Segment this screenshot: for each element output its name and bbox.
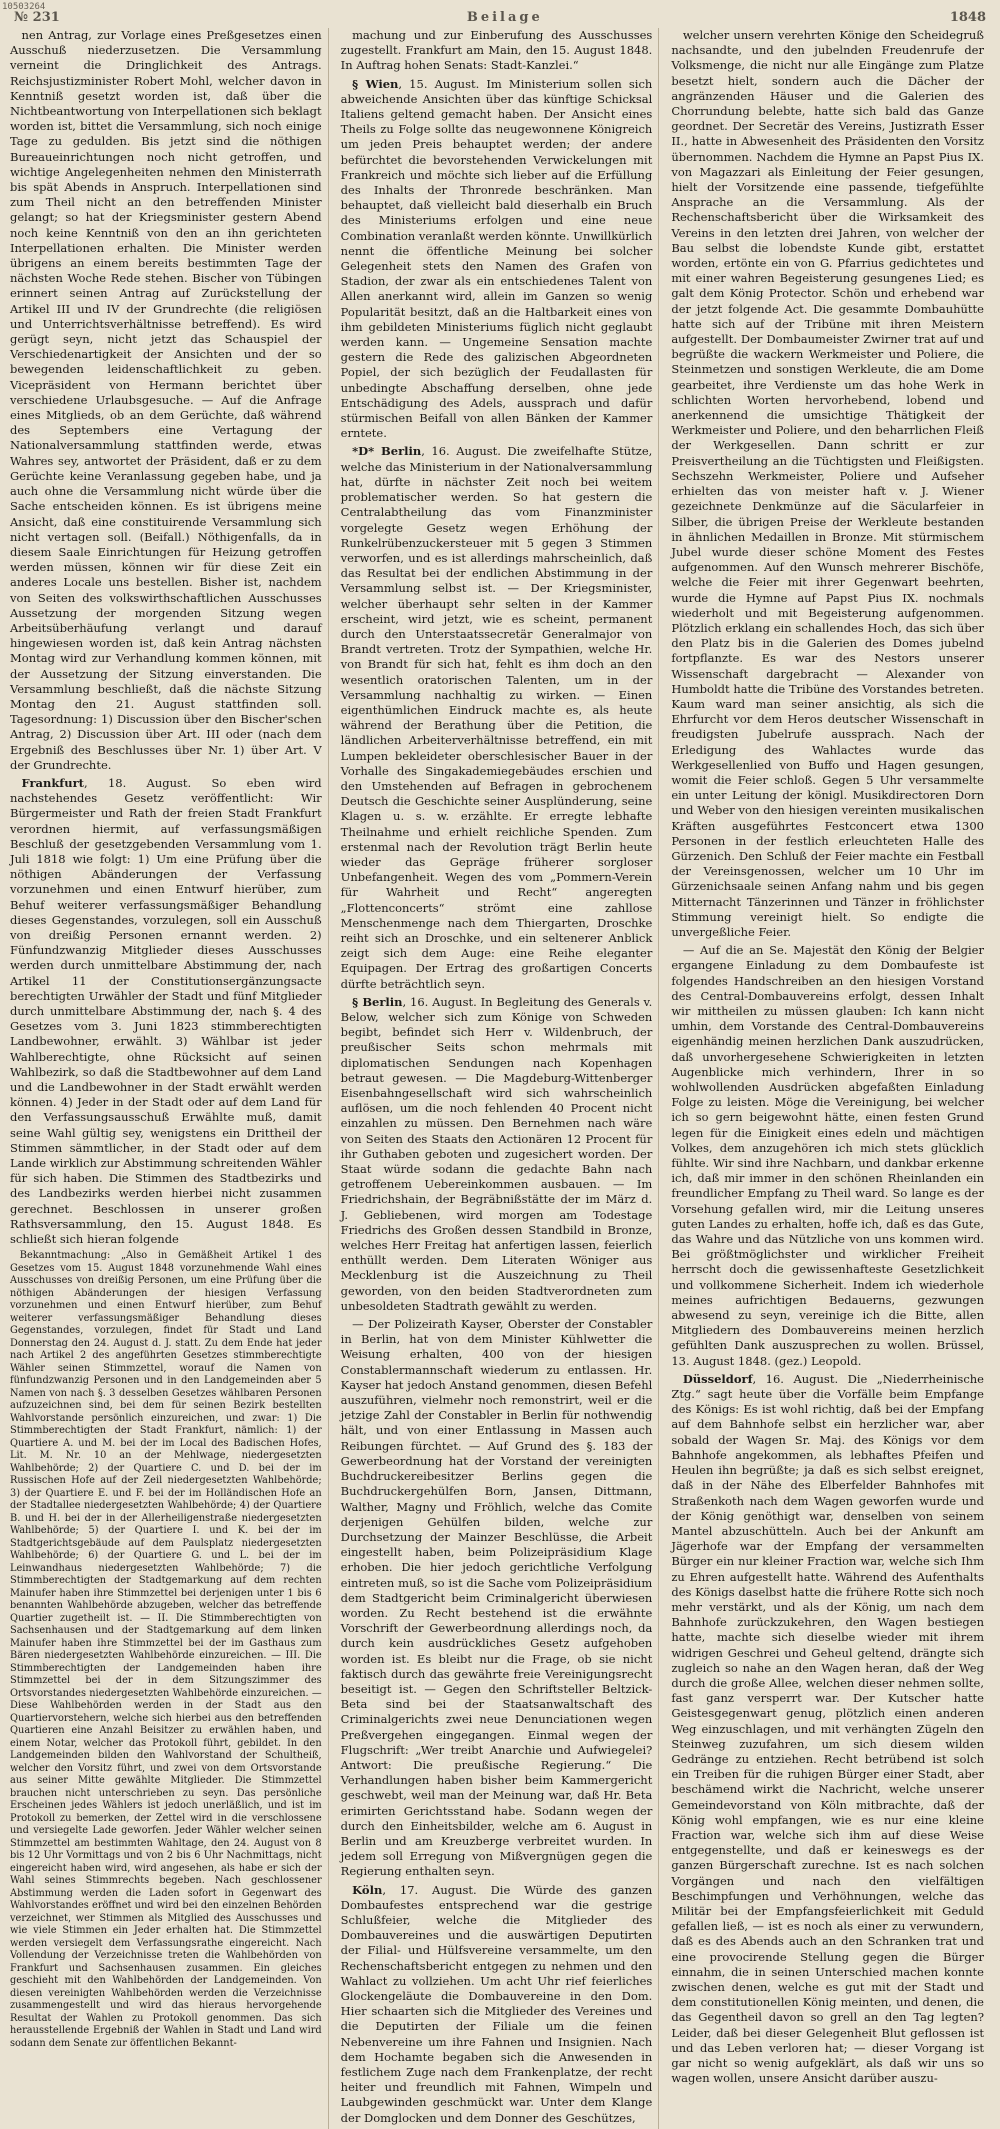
dateline: Frankfurt (21, 775, 84, 790)
page-header (10, 8, 990, 26)
article-paragraph: — Auf die an Se. Majestät den König der Belgier ergangene Einladung zu dem Dombaufeste ist folgendes Handschreiben an den hiesigen Vorstand des Central-Dombauvereins erfolgt, dessen Inhalt wir mittheilen zu müssen glauben: Ich kann nicht umhin, dem Vorstande des Central-Dombauvereins eigenhändig meinen herzlichen Dank auszudrücken, daß unvorhergesehene Schwierigkeiten in letzten Augenblicke mich verhindern, Ihrer in so wohlwollenden Ausdrücken abgefaßten Einladung Folge zu leisten. Möge die Vereinigung, bei welcher ich so gern beigewohnt hätte, einen festen Grund legen für die Einigkeit eines edeln und mächtigen Volkes, dem anzugehören ich mich stets glücklich fühlte. Wir sind ihre Nachbarn, und dankbar erkenne ich, daß mir immer in den schönen Rheinlanden ein freundlicher Empfang zu Theil ward. So lange es der Vorsehung gefallen wird, mir die Leitung unseres guten Landes zu erhalten, hoffe ich, daß es das Gute, das Wahre und das Nützliche von uns kommen wird. Bei größtmöglichster und wirklicher Freiheit herrscht doch die gewissenhafteste Gesetzlichkeit und vollkommene Sicherheit. Indem ich wiederhole meines aufrichtigen Bedauerns, gezwungen abwesend zu seyn, vereinige ich die Bitte, allen Mitgliedern des Dombauvereins meinen herzlich gefühlten Dank auszusprechen zu wollen. Brüssel, 13. August 1848. (gez.) Leopold. (671, 943, 984, 1368)
dateline: Düsseldorf (682, 1371, 753, 1386)
article-paragraph: Düsseldorf, 16. August. Die „Niederrheinische Ztg.“ sagt heute über die Vorfälle beim Empfange des Königs: Es ist wohl richtig, daß bei der Empfang auf dem Bahnhofe selbst ein herzlicher war, aber sobald der Wagen Sr. Maj. des Königs vor dem Bahnhofe angekommen, als lebhaftes Pfeifen und Heulen ihn begrüßte; ja daß es sich selbst ereignet, daß in der Nähe des Elberfelder Bahnhofes mit Straßenkoth nach dem Wagen geworfen wurde und der König genöthigt war, denselben von seinem Mantel abzuschütteln. Auch bei der Ankunft am Jägerhofe war der Empfang der versammelten Bürger ein nur kleiner Fraction war, welche sich Ihm zu Ehren aufgestellt hatte. Während des Aufenthalts des Königs daselbst hatte die frühere Rotte sich noch mehr verstärkt, und als der König, um nach dem Bahnhofe zurückzukehren, den Wagen bestiegen hatte, machte sich dieselbe wieder mit ihrem widrigen Geschrei und Geheul geltend, drängte sich zugleich so nahe an den Wagen heran, daß der Weg durch die große Allee, welchen dieser nehmen sollte, fast ganz versperrt war. Der Kutscher hatte Geistesgegenwart genug, plötzlich einen anderen Weg einzuschlagen, und mit verhängten Zügeln den Steinweg zuzufahren, um sich diesem wilden Gedränge zu entziehen. Recht betrübend ist solch ein Treiben für die ruhigen Bürger einer Stadt, aber beschämend wirkt die Nachricht, welche unserer Gemeindevorstand von Köln mitbrachte, daß der König wohl empfangen, wie es nur eine kleine Fraction war, welche sich ihm auf diese Weise entgegenstellte, und daß er keineswegs es der ganzen Bürgerschaft zurechne. Ist es nach solchen Vorgängen und nach den vielfältigen Beschimpfungen und Verhöhnungen, welche das Militär bei der Empfangsfeierlichkeit mit Geduld gefallen ließ, — ist es noch als einer zu verwundern, daß es des Abends auch an den Schranken trat und eine provocirende Stellung gegen die Bürger einnahm, die in seinen Unterschied machen konnte zwischen denen, welche es gut mit der Stadt und dem constitutionellen König meinten, und denen, die das Gegentheil davon so grell an den Tag legten? Leider, daß bei dieser Gelegenheit Blut geflossen ist und das Leben verloren hat; — dieser Vorgang ist gar nicht so wenig aufgeklärt, als daß wir uns so wagen wollen, unsere Ansicht darüber auszu- (671, 1371, 984, 2086)
article-paragraph: machung und zur Einberufung des Ausschusses zugestellt. Frankfurt am Main, den 15. August 1848. In Auftrag hohen Senats: Stadt-Kanzlei.“ (340, 28, 653, 73)
article-paragraph: *D* Berlin, 16. August. Die zweifelhafte Stütze, welche das Ministerium in der Nationalversammlung hat, dürfte in nächster Zeit noch bei weitem problematischer werden. So hat gestern die Centralabtheilung das vom Finanzminister vorgelegte Gesetz wegen Erhöhung der Runkelrübenzuckersteuer mit 5 gegen 3 Stimmen verworfen, und es ist allerdings mahrscheinlich, daß das Resultat bei der endlichen Abstimmung in der Versammlung selbst ist. — Der Kriegsminister, welcher überhaupt sehr selten in der Kammer erscheint, wird jetzt, wie es scheint, permanent durch den Unterstaatssecretär Generalmajor von Brandt vertreten. Trotz der Sympathien, welche Hr. von Brandt für sich hat, fehlt es ihm doch an den wesentlich oratorischen Talenten, um in der Versammlung nachhaltig zu wirken. — Einen eigenthümlichen Eindruck machte es, als heute während der Berathung über die Petition, die ländlichen Arbeiterverhältnisse betreffend, ein mit Lumpen bekleideter oberschlesischer Bauer in der Vorhalle des Singakademiegebäudes erschien und den Umstehenden auf Befragen in gebrochenem Deutsch die Geschichte seiner Ausplünderung, seine Klagen u. s. w. erzählte. Er erregte lebhafte Theilnahme und erhielt reichliche Spenden. Zum erstenmal nach der Revolution trägt Berlin heute wieder das Gepräge früherer sorgloser Unbefangenheit. Wegen des vom „Pommern-Verein für Wahrheit und Recht“ angeregten „Flottenconcerts“ strömt eine zahllose Menschenmenge nach dem Thiergarten, Droschke reiht sich an Droschke, und ein seltenerer Anblick zeigt sich dem Auge: eine Reihe eleganter Equipagen. Der Ertrag des großartigen Concerts dürfte beträchtlich seyn. (340, 444, 653, 991)
article-paragraph: Köln, 17. August. Die Würde des ganzen Dombaufestes entsprechend war die gestrige Schlußfeier, welche die Mitglieder des Dombauvereines und die auswärtigen Deputirten der Filial- und Hülfsvereine versammelte, um den Rechenschaftsbericht entgegen zu nehmen und den Wahlact zu vollziehen. Um acht Uhr rief feierliches Glockengeläute die Dombauvereine in den Dom. Hier schaarten sich die Mitglieder des Vereines und die Deputirten der Filiale um die feinen Nebenvereine um ihre Fahnen und Insignien. Nach dem Hochamte begaben sich die Anwesenden in festlichem Zuge nach dem Frankenplatze, der recht heiter und freundlich mit Fahnen, Wimpeln und Laubgewinden geschmückt war. Unter dem Klange der Domglocken und dem Donner des Geschützes, (340, 1882, 653, 2125)
dateline: Köln (352, 1882, 383, 1897)
article-paragraph: § Wien, 15. August. Im Ministerium sollen sich abweichende Ansichten über das künftige Schicksal Italiens geltend gemacht haben. Der Ansicht eines Theils zu Folge sollte das neugewonnene Königreich um jeden Preis behauptet werden; der andere befürchtet die bevorstehenden Verwickelungen mit Frankreich und möchte sich lieber auf die Erfüllung des Inhalts der Thronrede beschränken. Man behauptet, daß vielleicht bald dieserhalb ein Bruch des Ministeriums erfolgen und eine neue Combination veranlaßt werden könnte. Unwillkürlich nennt die öffentliche Meinung bei solcher Gelegenheit stets den Namen des Grafen von Stadion, der zwar als ein entschiedenes Talent von Allen anerkannt wird, allein im Ganzen so wenig Popularität besitzt, daß an die Haltbarkeit eines von ihm gebildeten Ministeriums füglich nicht geglaubt werden kann. — Ungemeine Sensation machte gestern die Rede des galizischen Abgeordneten Popiel, der sich bezüglich der Feudallasten für unbedingte Abschaffung derselben, ohne jede Entschädigung des Adels, aussprach und dafür stürmischen Beifall von allen Bänken der Kammer erntete. (340, 76, 653, 441)
dateline: § Wien (352, 76, 399, 91)
article-paragraph: — Der Polizeirath Kayser, Oberster der Constabler in Berlin, hat von dem Minister Kühlwetter die Weisung erhalten, 400 von der hiesigen Constablermannschaft wiederum zu entlassen. Hr. Kayser hat jedoch Anstand genommen, diesen Befehl auszuführen, vielmehr noch remonstrirt, weil er die jetzige Zahl der Constabler in Berlin für nothwendig hält, und von einer Entlassung in Massen auch Reibungen fürchtet. — Auf Grund des §. 183 der Gewerbeordnung hat der Vorstand der vereinigten Buchdruckereibesitzer Berlins gegen die Buchdruckergehülfen Born, Jansen, Dittmann, Walther, Magny und Fröhlich, welche das Comite derjenigen Gehülfen bilden, welche zur Durchsetzung der Mainzer Beschlüsse, die Arbeit eingestellt haben, beim Polizeipräsidium Klage erhoben. Die hier jedoch gerichtliche Verfolgung eintreten muß, so ist die Sache vom Polizeipräsidium dem Stadtgericht beim Criminalgericht überwiesen worden. Zu Recht bestehend ist die erwähnte Vorschrift der Gewerbeordnung allerdings noch, da durch kein ausdrückliches Gesetz aufgehoben worden ist. Es bleibt nur die Frage, ob sie nicht faktisch durch das gewährte freie Vereinigungsrecht beseitigt ist. — Gegen den Schriftsteller Beltzick-Beta sind bei der Staatsanwaltschaft des Criminalgerichts zwei neue Denunciationen wegen Preßvergehen eingegangen. Einmal wegen der Flugschrift: „Wer treibt Anarchie und Aufwiegelei? Antwort: Die preußische Regierung.“ Die Verhandlungen haben bisher beim Kammergericht geschwebt, weil man der Meinung war, daß Hr. Beta erimirten Gerichtsstand habe. Sodann wegen der durch den Einheitsbilder, welche am 6. August in Berlin und am Kreuzberge verbreitet wurden. In jedem soll Erregung von Mißvergnügen gegen die Regierung enthalten seyn. (340, 1317, 653, 1879)
catalog-id: 10503264 (2, 2, 46, 12)
article-paragraph: Frankfurt, 18. August. So eben wird nachstehendes Gesetz veröffentlicht: Wir Bürgermeister und Rath der freien Stadt Frankfurt verordnen hiermit, auf verfassungsmäßigen Beschluß der gesetzgebenden Versammlung vom 1. Juli 1818 wie folgt: 1) Um eine Prüfung über die nöthigen Abänderungen der Verfassung vorzunehmen und einen Entwurf hierüber, zum Behuf weiterer verfassungsmäßiger Behandlung dieses Gegenstandes, vorzulegen, soll ein Ausschuß von dreißig Personen ernannt werden. 2) Fünfundzwanzig Mitglieder dieses Ausschusses werden durch unmittelbare Abstimmung der, nach Artikel 11 der Constitutionsergänzungsacte berechtigten Urwähler der Stadt und fünf Mitglieder durch unmittelbare Abstimmung der, nach §. 4 des Gesetzes vom 3. Juni 1823 stimmberechtigten Landbewohner, erwählt. 3) Wählbar ist jeder Wahlberechtigte, ohne Rücksicht auf seinen Wahlbezirk, so daß die Stadtbewohner auf dem Land und die Landbewohner in der Stadt erwählt werden können. 4) Jeder in der Stadt oder auf dem Land für den Verfassungsausschuß Erwählte muß, damit seine Wahl gültig sey, wenigstens ein Drittheil der Stimmen sämmtlicher, in der Stadt oder auf dem Lande wirklich zur Abstimmung schreitenden Wähler für sich haben. Die Stimmen des Stadtbezirks und des Landbezirks werden hierbei nicht zusammen gerechnet. Beschlossen in unserer großen Rathsversammlung, den 15. August 1848. Es schließt sich hieran folgende (10, 775, 322, 1247)
column-2 (341, 28, 660, 2129)
dateline: *D* Berlin (352, 444, 422, 459)
article-paragraph: § Berlin, 16. August. In Begleitung des Generals v. Below, welcher sich zum Könige von Schweden begibt, befindet sich Herr v. Wildenbruch, der preußischer Seits schon mehrmals mit diplomatischen Sendungen nach Kopenhagen betraut gewesen. — Die Magdeburg-Wittenberger Eisenbahngesellschaft wird sich wahrscheinlich auflösen, um die noch fehlenden 40 Procent nicht einzahlen zu müssen. Den Bernehmen nach wäre von Seiten des Staats den Actionären 12 Procent für ihr Guthaben geboten und zugesichert worden. Der Staat würde sodann die gedachte Bahn nach getroffenem Uebereinkommen ausbauen. — Im Friedrichshain, der Begräbnißstätte der im März d. J. Gebliebenen, wird morgen am Todestage Friedrichs des Großen dessen Standbild in Bronze, welches Herr Freitag hat anfertigen lassen, feierlich enthüllt werden. Dem Literaten Wöniger aus Mecklenburg ist die Auszeichnung zu Theil geworden, von den beiden Stadtverordneten zum unbesoldeten Stadtrath gewählt zu werden. (340, 994, 653, 1313)
column-1 (10, 28, 329, 2129)
column-3 (671, 28, 990, 2129)
header-left: № 231 (14, 9, 60, 25)
article-paragraph: welcher unsern verehrten Könige den Scheidegruß nachsandte, und den jubelnden Freudenrufe der Volksmenge, die nicht nur alle Eingänge zum Platze besetzt hielt, sondern auch die Dächer der angränzenden Häuser und die Galerien des Chorrundung belebte, hatte sich bald das Ganze geordnet. Der Secretär des Vereins, Justizrath Esser II., hatte in Abwesenheit des Präsidenten den Vorsitz übernommen. Nachdem die Hymne an Papst Pius IX. von Magazzari als Einleitung der Feier gesungen, hielt der Vorsitzende eine passende, tiefgefühlte Ansprache an die Versammlung. Als der Rechenschaftsbericht über die Wirksamkeit des Vereins in den letzten drei Jahren, von welcher der Bau selbst die lobendste Kunde gibt, erstattet worden, ertönte ein von G. Pfarrius gedichtetes und mit einer wahren Begeisterung gesungenes Lied; es galt dem König Protector. Schön und erhebend war der jetzt folgende Act. Die gesammte Dombauhütte hatte sich auf der Tribüne mit ihren Meistern aufgestellt. Der Dombaumeister Zwirner trat auf und begrüßte die wackern Werkmeister und Poliere, die Steinmetzen und sonstigen Werkleute, die am Dome gearbeitet, ihre Verdienste um das hohe Werk in schlichten Worten hervorhebend, lobend und anerkennend die umsichtige Thätigkeit der Werkmeister und Poliere, und den beharrlichen Fleiß der Werkgesellen. Dann schritt er zur Preisvertheilung an die Tüchtigsten und Fleißigsten. Sechszehn Werkmeister, Poliere und Aufseher erhielten das von meister haft v. J. Wiener gezeichnete Denkmünze auf die Säcularfeier in Silber, die übrigen Preise der Werkleute bestanden in ähnlichen Medaillen in Bronze. Mit stürmischem Jubel wurde dieser schöne Moment des Festes aufgenommen. Auf den Wunsch mehrerer Bischöfe, welche die Feier mit ihrer Gegenwart beehrten, wurde die Hymne auf Papst Pius IX. nochmals wiederholt und mit Begeisterung aufgenommen. Plötzlich erklang ein schallendes Hoch, das sich über den Platz bis in die Galerien des Domes jubelnd fortpflanzte. Es war des Nestors unserer Wissenschaft dargebracht — Alexander von Humboldt hatte die Tribüne des Vorstandes betreten. Kaum ward man seiner ansichtig, als sich die Ehrfurcht vor dem Heros deutscher Wissenschaft in freudigsten Jubelrufe aussprach. Nach der Erledigung des Wahlactes wurde das Werkgesellenlied von Buffo und Hagen gesungen, womit die Feier schloß. Gegen 5 Uhr versammelte ein unter Leitung der königl. Musikdirectoren Dorn und Weber von den hiesigen vereinten musikalischen Kräften ausgeführtes Festconcert etwa 1300 Personen in der festlich erleuchteten Halle des Gürzenich. Den Schluß der Feier machte ein Festball der Vereinsgenossen, welcher um 10 Uhr im Gürzenichsaale seinen Anfang nahm und bis gegen Mitternacht Tänzerinnen und Tänzer in fröhlichster Stimmung vereinigt hielt. So endigte die unvergeßliche Feier. (671, 28, 984, 939)
text-columns (10, 28, 990, 2125)
article-paragraph: Bekanntmachung: „Also in Gemäßheit Artikel 1 des Gesetzes vom 15. August 1848 vorzunehmende Wahl eines Ausschusses von dreißig Personen, um eine Prüfung über die nöthigen Abänderungen der hiesigen Verfassung vorzunehmen und einen Entwurf hierüber, zum Behuf weiterer verfassungsmäßiger Behandlung dieses Gegenstandes, vorzulegen, findet für Stadt und Land Donnerstag den 24. August d. J. statt. Zu dem Ende hat jeder nach Artikel 2 des angeführten Gesetzes stimmberechtigte Wähler seinen Stimmzettel, worauf die Namen von fünfundzwanzig Personen und in den Landgemeinden aber 5 Namen von nach §. 3 desselben Gesetzes wählbaren Personen aufzuzeichnen sind, bei dem für seinen Bezirk bestellten Wahlvorstande persönlich einzureichen, und zwar: 1) Die Stimmberechtigten der Stadt Frankfurt, nämlich: 1) der Quartiere A. und M. bei der im Local des Badischen Hofes, Lit. M. Nr. 10 an der Mehlwage, niedergesetzten Wahlbehörde; 2) der Quartiere C. und D. bei der im Russischen Hofe auf der Zeil niedergesetzten Wahlbehörde; 3) der Quartiere E. und F. bei der im Holländischen Hofe an der Stadtallee niedergesetzten Wahlbehörde; 4) der Quartiere B. und H. bei der in der Allerheiligenstraße niedergesetzten Wahlbehörde; 5) der Quartiere I. und K. bei der im Stadtgerichtsgebäude auf dem Paulsplatz niedergesetzten Wahlbehörde; 6) der Quartiere G. und L. bei der im Leinwandhaus niedergesetzten Wahlbehörde; 7) die Stimmberechtigten der Stadtgemarkung auf dem rechten Mainufer haben ihre Stimmzettel bei derjenigen unter 1 bis 6 benannten Wahlbehörde abzugeben, welcher das betreffende Quartier zugetheilt ist. — II. Die Stimmberechtigten von Sachsenhausen und der Stadtgemarkung auf dem linken Mainufer haben ihre Stimmzettel bei der im Gasthaus zum Bären niedergesetzten Wahlbehörde einzureichen. — III. Die Stimmberechtigten der Landgemeinden haben ihre Stimmzettel bei der in dem Sitzungszimmer des Ortsvorstandes niedergesetzten Wahlbehörde einzureichen. — Diese Wahlbehörden werden in der Stadt aus den Quartiervorstehern, welche sich hierbei aus den betreffenden Quartieren eine Anzahl Beisitzer zu erwählen haben, und einem Notar, welcher das Protokoll führt, gebildet. In den Landgemeinden bilden den Wahlvorstand der Schultheiß, welcher den Vorsitz führt, und zwei von dem Ortsvorstande aus seiner Mitte gewählte Mitglieder. Die Stimmzettel brauchen nicht unterschrieben zu seyn. Das persönliche Erscheinen jedes Wählers ist jedoch unerläßlich, und ist im Protokoll zu bemerken, der Zettel wird in die verschlossene und versiegelte Lade geworfen. Jeder Wähler welcher seinen Stimmzettel am bestimmten Wahltage, den 24. August von 8 bis 12 Uhr Vormittags und von 2 bis 6 Uhr Nachmittags, nicht eingereicht haben wird, wird angesehen, als habe er sich der Wahl seines Stimmrechts begeben. Nach geschlossener Abstimmung werden die Laden sofort in Gegenwart des Wahlvorstandes eröffnet und wird bei den einzelnen Behörden verzeichnet, wer Stimmen als Mitglied des Ausschusses und wie viele Stimmen ein Jeder erhalten hat. Die Stimmzettel werden versiegelt dem Verfassungsrathe eingereicht. Nach Vollendung der Verzeichnisse treten die Wahlbehörden von Frankfurt und Sachsenhausen zusammen. Ein gleiches geschieht mit den Wahlbehörden der Landgemeinden. Von diesen vereinigten Wahlbehörden werden die Verzeichnisse zusammengestellt und wird das hieraus hervorgehende Resultat der Wahlen zu Protokoll genommen. Das sich herausstellende Ergebniß der Wahlen in Stadt und Land wird sodann dem Senate zur öffentlichen Bekannt- (10, 1250, 322, 2049)
header-center: Beilage (466, 9, 543, 25)
article-paragraph: nen Antrag, zur Vorlage eines Preßgesetzes einen Ausschuß niederzusetzen. Die Versammlung verneint die Dringlichkeit des Antrags. Reichsjustizminister Robert Mohl, welcher davon in Kenntniß gesetzt worden ist, daß über die Nichtbeantwortung von Interpellationen sich beklagt worden ist, bittet die Versammlung, sich noch einige Tage zu gedulden. Bis jetzt sind die nöthigen Bureaueinrichtungen noch nicht getroffen, und wichtige Angelegenheiten nehmen den Ministerrath bis spät Abends in Anspruch. Interpellationen sind zum Theil nicht an den betreffenden Minister gelangt; so hat der Kriegsminister gestern Abend noch keine Kenntniß von den an ihn gerichteten Interpellationen erhalten. Die Minister werden übrigens an einem bereits bestimmten Tage der nächsten Woche Rede stehen. Bischer von Tübingen erinnert seinen Antrag auf Zurückstellung der Artikel III und IV der Grundrechte (die religiösen und Unterrichtsverhältnisse betreffend). Es wird gerügt seyn, nicht jetzt das Schauspiel der Verschiedenartigkeit der Ansichten und der so bewegenden leidenschaftlichkeit zu geben. Vicepräsident von Hermann berichtet über verschiedene Urlaubsgesuche. — Auf die Anfrage eines Mitglieds, ob an dem Gerüchte, daß während des Septembers eine Vertagung der Nationalversammlung stattfinden werde, etwas Wahres sey, antwortet der Präsident, daß er zu dem Gerüchte keine Veranlassung gegeben habe, und ja auch ohne die Versammlung nicht würde über die Sache entscheiden können. Es ist übrigens meine Ansicht, daß eine constituirende Versammlung sich nicht vertagen soll. (Beifall.) Nöthigenfalls, da in diesem Saale Einrichtungen für Heizung getroffen werden müssen, können wir für diese Zeit ein anderes Locale uns bestellen. Bisher ist, nachdem von Seiten des volkswirthschaftlichen Ausschusses Aussetzung der morgenden Sitzung wegen Arbeitsüberhäufung verlangt und darauf hingewiesen worden ist, daß kein Antrag nächsten Montag wird zur Verhandlung kommen können, mit der Aussetzung der Sitzung einverstanden. Die Versammlung beschließt, daß die nächste Sitzung Montag den 21. August stattfinden soll. Tagesordnung: 1) Discussion über den Bischer'schen Antrag, 2) Discussion über Art. III oder (nach dem Ergebniß des Beschlusses über Nr. 1) über Art. V der Grundrechte. (10, 28, 322, 772)
dateline: § Berlin (352, 994, 403, 1009)
header-right: 1848 (949, 9, 986, 25)
